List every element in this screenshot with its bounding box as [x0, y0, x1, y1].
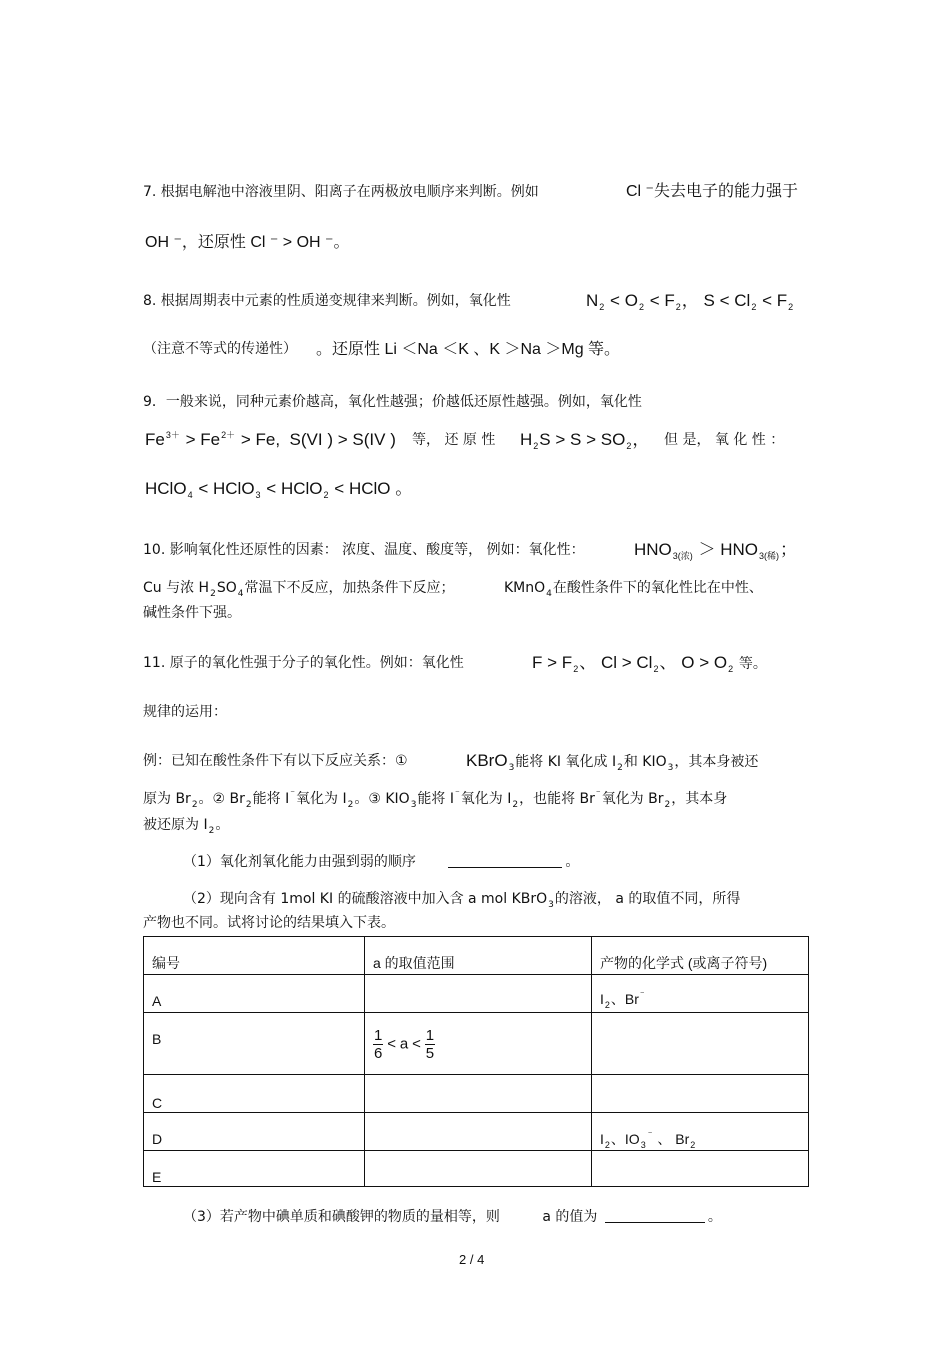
subscript: 2 [617, 763, 623, 773]
br: Br [675, 1131, 690, 1147]
numerator: 1 [374, 1027, 383, 1044]
row-id: E [144, 1151, 365, 1187]
header-product: 产物的化学式 (或离子符号) [592, 937, 809, 975]
subscript: 2 [751, 302, 757, 312]
item-7-text: 7. 根据电解池中溶液里阴、阳离子在两极放电顺序来判断。例如 [143, 184, 539, 200]
and: 和 [623, 754, 638, 770]
subscript: 2 [690, 1140, 696, 1150]
t: 氧化为 Br [601, 791, 664, 807]
gt: > [547, 653, 558, 672]
text: Cu 与浓 H [143, 580, 210, 596]
f-symbol: F [776, 291, 788, 310]
item-10-line-2 [143, 580, 454, 597]
fe-symbol: Fe [200, 430, 221, 449]
item-10-hno3-order [634, 540, 797, 560]
subscript: 3 [667, 763, 674, 773]
subscript: 2 [191, 800, 198, 810]
lt: < [387, 1035, 396, 1053]
range-cell[interactable] [365, 975, 592, 1013]
lt: < [762, 291, 772, 310]
subscript: 4 [237, 589, 244, 599]
subscript: 2 [245, 800, 252, 810]
table-row [144, 1075, 809, 1113]
denominator: 6 [374, 1045, 383, 1063]
text: 能将 KI 氧化成 [515, 754, 608, 770]
subscript: 2 [653, 664, 659, 674]
row-id: B [144, 1013, 365, 1075]
subscript: 2 [573, 664, 579, 674]
superscript: ⁻ [455, 789, 460, 799]
o: O [681, 653, 695, 672]
gt: > [699, 653, 710, 672]
gt: ＞ [698, 540, 716, 559]
numerator: 1 [425, 1027, 435, 1044]
t: ，也能将 Br [519, 791, 595, 807]
t: 氧化为 I [296, 791, 347, 807]
end: 等。 [738, 656, 767, 672]
t: 。 [215, 817, 230, 833]
question-1 [183, 854, 579, 871]
t: 能将 I [252, 791, 290, 807]
t: 。③ KIO [354, 791, 410, 807]
header-range: a 的取值范围 [365, 937, 592, 975]
product-cell [592, 975, 809, 1013]
s-iv: S(IV ) [352, 430, 396, 449]
period: 。 [565, 854, 580, 870]
i: I [611, 754, 617, 770]
example-line-2 [143, 791, 727, 808]
cl-symbol: Cl [734, 291, 751, 310]
subscript: 2 [788, 302, 794, 312]
gt: > [337, 430, 348, 449]
lt: < [719, 291, 730, 310]
subscript: 2 [728, 664, 734, 674]
lt: < [334, 479, 345, 498]
hno: HNO [634, 540, 672, 559]
item-9-reducing-order [520, 430, 649, 450]
item-9-iron-sulfur-order [145, 430, 396, 450]
gt: > [621, 653, 632, 672]
t: ，其本身 [671, 791, 728, 807]
hclo: HClO [212, 479, 255, 498]
superscript: ⁻ [595, 789, 601, 799]
sep: 、 [653, 1131, 676, 1147]
i: I [600, 1131, 604, 1147]
header-id: 编号 [144, 937, 365, 975]
sep: 、 [659, 653, 677, 672]
q1-text: （1）氧化剂氧化能力由强到弱的顺序 [183, 854, 416, 870]
s-symbol: S [570, 430, 582, 449]
table-row [144, 1151, 809, 1187]
i: I [600, 991, 604, 1007]
item-8-oxidizing-inequality [586, 291, 794, 311]
item-10-line-3: 碱性条件下强。 [143, 605, 241, 621]
range-cell [365, 1013, 592, 1075]
answer-blank-1[interactable] [448, 867, 562, 868]
lt: < [266, 479, 277, 498]
product-cell[interactable] [592, 1151, 809, 1187]
t: 。② Br [198, 791, 245, 807]
hno: HNO [720, 540, 759, 559]
row-id: C [144, 1075, 365, 1113]
range-cell[interactable] [365, 1075, 592, 1113]
period: 。 [395, 479, 413, 498]
subscript: 2 [210, 589, 216, 599]
answer-blank-3[interactable] [605, 1222, 705, 1223]
example-line-1a: 例：已知在酸性条件下有以下反应关系：① [143, 753, 408, 769]
subscript: 2 [604, 1140, 610, 1150]
hclo: HClO [280, 479, 323, 498]
subscript: 2 [208, 826, 215, 836]
row-id: D [144, 1113, 365, 1151]
question-2-line-1 [183, 891, 740, 908]
h-symbol: H [520, 430, 533, 449]
lt: < [610, 291, 620, 310]
hclo: HClO [348, 479, 391, 498]
hclo: HClO [145, 479, 187, 498]
t: 被还原为 I [143, 817, 208, 833]
lt: < [649, 291, 660, 310]
item-10-kmno4 [504, 580, 763, 597]
question-3 [183, 1209, 722, 1226]
example-line-1b [466, 751, 758, 771]
superscript: ⁻ [290, 789, 296, 799]
period: 。 [707, 1209, 722, 1225]
superscript: ⁻ [639, 989, 645, 999]
q3-text: （3）若产物中碘单质和碘酸钾的物质的量相等，则 [183, 1209, 500, 1225]
item-8-line-2a: （注意不等式的传递性） [143, 341, 297, 357]
item-9-deng: 等， 还 原 性 [412, 432, 496, 448]
t: （2）现向含有 1mol KI 的硫酸溶液中加入含 a mol KBrO [183, 891, 548, 907]
gt: > [555, 430, 566, 449]
subscript: 2 [512, 800, 519, 810]
s-vi: S(VI ) [289, 430, 333, 449]
product-cell [592, 1113, 809, 1151]
gt: > [185, 430, 196, 449]
n-symbol: N [586, 291, 599, 310]
item-10-line-1: 10. 影响氧化性还原性的因素： 浓度、温度、酸度等， 例如：氧化性： [143, 542, 585, 558]
f-symbol: F [664, 291, 675, 310]
item-9-hclo-order [145, 479, 412, 499]
text: SO [216, 580, 237, 596]
io: IO [624, 1131, 640, 1147]
t: 氧化为 I [460, 791, 512, 807]
subscript: 3 [548, 900, 554, 910]
comma: ， [632, 430, 650, 449]
item-7-line-1 [143, 184, 539, 201]
results-table [143, 936, 809, 1187]
subscript: 2 [347, 800, 354, 810]
subscript: 2 [675, 302, 681, 312]
table-header-row [144, 937, 809, 975]
product-cell[interactable] [592, 1075, 809, 1113]
subscript: 2 [323, 490, 329, 500]
fe-symbol: Fe [145, 430, 165, 449]
subscript-conc: 3(浓) [672, 551, 693, 561]
lt: < [198, 479, 209, 498]
sep: 、 [579, 653, 597, 672]
kio: KIO [642, 754, 667, 770]
range-cell[interactable] [365, 1151, 592, 1187]
item-7-cl-clause: Cl ⁻失去电子的能力强于 [626, 183, 799, 200]
o: O [713, 653, 728, 672]
o-symbol: O [624, 291, 638, 310]
subscript: 3 [255, 490, 261, 500]
superscript: 3＋ [165, 430, 180, 440]
item-11-order [532, 653, 767, 673]
cl: Cl [600, 653, 617, 672]
item-9-tail: 但 是， 氧 化 性 ： [664, 432, 785, 448]
subscript: 2 [533, 441, 539, 451]
item-8-line-2b: 。还原性 Li ＜Na ＜K 、K ＞Na ＞Mg 等。 [316, 341, 621, 358]
gt: > [240, 430, 251, 449]
example-line-3 [143, 817, 229, 834]
cl: Cl [636, 653, 653, 672]
br: Br [624, 991, 639, 1007]
f: F [532, 653, 543, 672]
page-number: 2 / 4 [459, 1252, 485, 1267]
so-symbol: SO [600, 430, 626, 449]
item-9-line-1: 9．一般来说，同种元素价越高，氧化性越强；价越低还原性越强。例如，氧化性 [143, 394, 642, 410]
table-row [144, 1013, 809, 1075]
item-11-line-1: 11. 原子的氧化性强于分子的氧化性。例如：氧化性 [143, 655, 464, 671]
t: 的溶液， a 的取值不同，所得 [554, 891, 741, 907]
subscript: 3 [508, 763, 515, 773]
table-row [144, 975, 809, 1013]
a: a [399, 1035, 409, 1053]
text: 在酸性条件下的氧化性比在中性、 [552, 580, 763, 596]
range-cell[interactable] [365, 1113, 592, 1151]
question-2-line-2: 产物也不同。试将讨论的结果填入下表。 [143, 915, 395, 931]
item-7-line-2: OH ⁻，还原性 Cl ⁻ > OH ⁻。 [145, 234, 350, 251]
fe-element: Fe, [255, 430, 281, 449]
subscript: 4 [187, 490, 193, 500]
q3-a-label: a 的值为 [542, 1209, 598, 1225]
row-id: A [144, 975, 365, 1013]
superscript: 2＋ [221, 430, 236, 440]
rule-title: 规律的运用： [143, 704, 227, 720]
f: F [561, 653, 573, 672]
subscript: 3 [640, 1140, 646, 1150]
subscript: 2 [664, 800, 671, 810]
t: 原为 Br [143, 791, 191, 807]
kmno: KMnO [504, 580, 546, 596]
comma: ， [681, 291, 699, 310]
subscript: 2 [638, 302, 644, 312]
gt: > [586, 430, 597, 449]
kbro: KBrO [466, 751, 508, 770]
subscript: 2 [604, 1000, 610, 1010]
s-symbol: S [539, 430, 551, 449]
table-row [144, 1113, 809, 1151]
superscript: ⁻ [647, 1129, 653, 1139]
subscript: 3 [410, 800, 417, 810]
item-8-line-1: 8. 根据周期表中元素的性质递变规律来判断。例如，氧化性 [143, 293, 511, 309]
text: 常温下不反应，加热条件下反应； [244, 580, 455, 596]
subscript: 2 [626, 441, 632, 451]
fraction-1-5 [425, 1027, 435, 1063]
sep: 、 [610, 1131, 625, 1147]
semicolon: ； [780, 540, 798, 559]
subscript-dil: 3(稀) [759, 551, 780, 561]
text: ，其本身被还 [674, 754, 759, 770]
denominator: 5 [425, 1045, 435, 1063]
fraction-1-6 [373, 1027, 383, 1063]
lt: < [412, 1035, 421, 1053]
product-cell[interactable] [592, 1013, 809, 1075]
t: 能将 I [417, 791, 455, 807]
sep: 、 [610, 991, 625, 1007]
s-symbol: S [703, 291, 715, 310]
subscript: 2 [599, 302, 605, 312]
subscript: 4 [546, 589, 552, 599]
